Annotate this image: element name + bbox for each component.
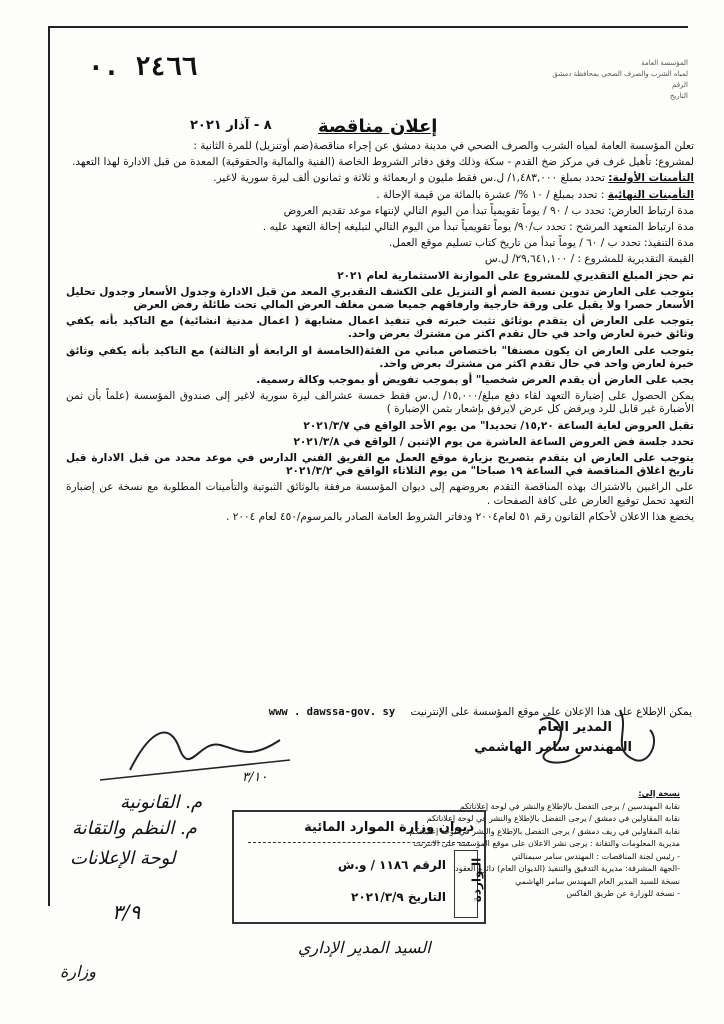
- handwritten-ministry: وزارة: [60, 962, 97, 981]
- initial-guarantee-label: التأمينات الأولية:: [608, 172, 694, 185]
- copy-line: مديرية المعلومات والتقانة : يرجى نشر الاعلان على موقع المؤسسة على الانترنت: [413, 839, 680, 848]
- website-url: www . dawssa-gov. sy: [268, 706, 396, 718]
- initials-signature-1: [540, 718, 580, 763]
- handwritten-admin-director: السيد المدير الإداري: [298, 938, 431, 957]
- initial-guarantee-text: تحدد بمبلغ ١,٤٨٣,٠٠٠/ ل.س فقط مليون و اربعمائة و ثلاثة و ثمانون ألف ليرة سورية لاغير.: [213, 172, 605, 185]
- estimated-value: القيمة التقديرية للمشروع : / ٢٩,٦٤١,١٠٠/ ل.س: [484, 253, 694, 266]
- org-line: المؤسسة العامة: [641, 59, 688, 67]
- announcement-body: [66, 140, 694, 527]
- org-line: لمياه الشرب والصرف الصحي بمحافظة دمشق: [552, 70, 688, 78]
- handwritten-date: ٣/٩: [112, 900, 141, 924]
- rule-pricing: يتوجب على العارض تدوين نسبة الضم أو التنزيل على الكشف التقديري المعد من قبل الادارة وجدول الأسعار وجدول تحليل الأسعار حصرا ولا يقبل على ورقة خارجية وارفاقهم جميعا ضمن مغلف العرض المالي تحت طائلة رفض العرض: [66, 285, 694, 312]
- copy-line: نقابة المقاولين في ريف دمشق / يرجى التفضل بالإطلاع والنشر في لوحة إعلاناتكم: [409, 826, 680, 836]
- announcement-date: ٨ - آذار ٢٠٢١: [190, 118, 272, 133]
- copy-line: -الجهة المشرفة: مديرية التدقيق والتنفيذ (الديوان العام) دائرة العقود: [455, 864, 680, 873]
- rule-personal: يجب على العارض أن يقدم العرض شخصيا" أو بموجب تفويض أو بموجب وكالة رسمية.: [256, 374, 694, 387]
- copy-line: نقابة المقاولين في دمشق / يرجى التفضل بالإطلاع والنشر في لوحة إعلاناتكم: [426, 814, 680, 823]
- final-guarantee-text: : تحدد بمبلغ / ١٠ %/ عشرة بالمائة من قيمة الإحالة .: [376, 188, 605, 201]
- stamp-side-label: الـواردة: [469, 857, 484, 903]
- stamp-header: ديوان وزارة الموارد المائية: [304, 820, 474, 835]
- reference-number: ٢٤٦٦ .٠: [88, 52, 198, 82]
- copy-line: - نسخة للوزارة عن طريق الفاكس: [566, 889, 680, 898]
- final-guarantee: [66, 189, 694, 202]
- signatures-drawing: [90, 700, 710, 790]
- stamp-date: التاريخ ٢٠٢١/٣/٩: [351, 890, 446, 904]
- handwritten-board: لوحة الإعلانات: [70, 848, 176, 869]
- documents-paragraph: على الراغبين بالاشتراك بهذه المناقصة التقدم بعروضهم إلى ديوان المؤسسة مرفقة بالوثائق الثبوتية والتأمينات المطلوبة مع نسخة عن إضبارة التعهد تحمل توقيع العارض على كافة الصفحات .: [66, 481, 694, 507]
- stamp-divider: [248, 842, 470, 843]
- copy-line: نسخة للسيد المدير العام المهندس سامر الهاشمي: [515, 876, 680, 886]
- final-guarantee-label: التأمينات النهائية: [607, 188, 694, 201]
- copy-line: - رئيس لجنة المناقصات : المهندس سامر سيمنالتي: [511, 851, 680, 861]
- organization-header: [508, 58, 688, 102]
- execution-period: مدة التنفيذ: تحدد ب / ٦٠ / يوماً تبدأ من تاريخ كتاب تسليم موقع العمل.: [388, 237, 694, 250]
- stamp-number: الرقم ١١٨٦ / و.ش: [337, 858, 446, 872]
- director-title: المدير العام: [537, 720, 612, 735]
- frame-line-top: [48, 26, 688, 28]
- incoming-stamp: [232, 810, 486, 924]
- handwritten-date-top: ٣/١٠: [242, 770, 268, 785]
- rule-experience: يتوجب على العارض أن يتقدم بوثائق تثبت خبرته في تنفيذ اعمال مشابهة ( اعمال مدنية انشائية) مع التاكيد بأنه يكفي وثائق خبرة لعارض واحد في حال تقدم اكثر من مشترك بعرض واحد.: [66, 315, 694, 341]
- initial-guarantee: [66, 172, 694, 185]
- director-name: المهندس سامر الهاشمي: [474, 740, 632, 755]
- initials-signature-2: [620, 710, 654, 761]
- copies-header: نسخة إلى:: [638, 789, 680, 798]
- stamp-side-box: [454, 850, 484, 918]
- site-visit-paragraph: يتوجب على العارض ان يتقدم بتصريح بزيارة موقع العمل مع الفريق الفني الدارس في موعد محدد من قبل الادارة قبل تاريخ اغلاق المناقصة في الساعة ١٩ صباحا" من يوم الثلاثاء الواقع في ٢٠٢١/٣/٢: [66, 452, 694, 478]
- website-text: يمكن الإطلاع على هذا الإعلان على موقع المؤسسة على الإنترنيت: [410, 706, 692, 718]
- org-line: التاريخ: [669, 92, 688, 100]
- budget-note: تم حجز المبلغ التقديري للمشروع على الموازنة الاستثمارية لعام ٢٠٢١: [337, 269, 694, 282]
- director-signature: [130, 733, 280, 770]
- copy-line: نقابة المهندسين / يرجى التفضل بالإطلاع والنشر في لوحة إعلاناتكم: [459, 801, 680, 811]
- intro-paragraph: تعلن المؤسسة العامة لمياه الشرب والصرف الصحي في مدينة دمشق عن إجراء مناقصة(ضم أوتنزيل) للمرة الثانية :: [193, 140, 694, 152]
- frame-line-left: [48, 26, 50, 906]
- rule-classification: يتوجب على العارض ان يكون مصنفا" باختصاص مباني من الفئة(الخامسة او الرابعة أو الثالثة) مع التاكيد بأنه يكفي وثائق خبرة لعارض واحد في حال تقدم اكثر من مشترك بعرض واحد.: [66, 344, 694, 370]
- page-title: إعلان مناقصة: [318, 116, 438, 137]
- handwritten-legal: م. القانونية: [120, 792, 203, 813]
- bidder-link-period: مدة ارتباط العارض: تحدد ب / ٩٠ / يوماً تقويمياً تبدأ من اليوم التالي لإنتهاء موعد تقديم العروض: [283, 204, 694, 217]
- winner-link-period: مدة ارتباط المتعهد المرشح : تحدد ب/٩٠/ يوماً تقويمياً تبدأ من اليوم التالي لتبليغه إحالة التعهد عليه .: [262, 221, 694, 234]
- org-line: الرقم: [672, 81, 688, 89]
- handwritten-it: م. النظم والتقانة: [72, 818, 197, 839]
- opening-paragraph: تحدد جلسة فض العروض الساعة العاشرة من يوم الإثنين / الواقع في ٢٠٢١/٣/٨: [293, 435, 694, 448]
- law-paragraph: يخضع هذا الاعلان لأحكام القانون رقم ٥١ لعام٢٠٠٤ ودفاتر الشروط العامة الصادر بالمرسوم/٤٥٠ لعام ٢٠٠٤ .: [226, 510, 694, 523]
- deadline-paragraph: تقبل العروض لغاية الساعة ١٥,٢٠/ تحديدا" من يوم الأحد الواقع في ٢٠٢١/٣/٧: [303, 419, 694, 432]
- project-paragraph: لمشروع: تأهيل غرف في مركز ضخ القدم - سكة وذلك وفق دفاتر الشروط الخاصة (الفنية والمالية والحقوقية) المعدة من قبل الادارة لهذا التعهد.: [72, 156, 694, 169]
- tender-file-paragraph: يمكن الحصول على إضبارة التعهد لقاء دفع مبلغ/١٥,٠٠٠/ ل.س فقط خمسة عشرالف ليرة سورية لاغير إلى صندوق المؤسسة (علماً بأن ثمن الأضبارة غير قابل للرد ويرفض كل عرض لايرفق بإشعار بثمن الإضبارة ): [66, 390, 695, 416]
